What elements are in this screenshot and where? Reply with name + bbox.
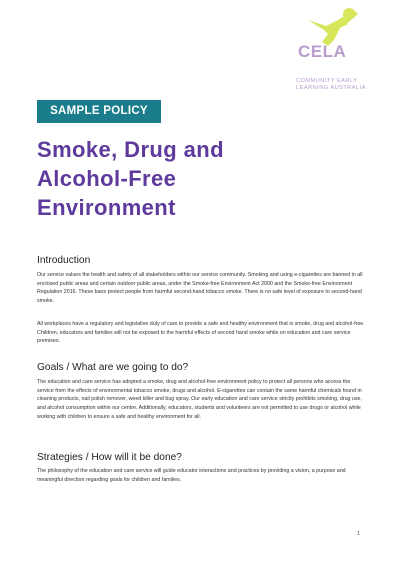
logo-wordmark: CELA: [298, 42, 347, 61]
strategies-paragraph: The philosophy of the education and care service will guide educator interactions and practices by providing a vision, a purpose and meaningful direction regarding goals for children and families.: [37, 468, 346, 483]
cela-logo: [296, 6, 380, 104]
logo-tagline: COMMUNITY EARLY LEARNING AUSTRALIA: [296, 78, 366, 91]
intro-paragraph-1: Our service values the health and safety of all stakeholders within our service community. Smoking and using e-cigarettes are banned in all enclosed public areas and certain outdoor public areas, under the Smoke-free Environment Act 2000 and the Smoke-free Environment Regulation 2016. These bans protect people from harmful second-hand tobacco smoke. There is no safe level of exposure to second-hand smoke.: [37, 272, 363, 305]
section-heading-introduction: Introduction: [37, 255, 91, 266]
goals-paragraph: The education and care service has adopted a smoke, drug and alcohol-free environment policy to protect all persons who access the service from the effects of environmental tobacco smoke, drugs and alcohol. E-cigarettes can contain the same harmful chemicals found in cleaning products, nail polish remover, weed killer and bug spray. Our early education and care service strictly prohibits smoking, drug use, and alcohol consumption within our centre. Additionally, educators, students and volunteers are not permitted to use drugs or alcohol while working with children to ensure a safe and healthy environment for all.: [37, 379, 362, 420]
page-number: 1: [357, 531, 361, 537]
section-heading-goals: Goals / What are we going to do?: [37, 362, 189, 373]
section-heading-strategies: Strategies / How will it be done?: [37, 452, 182, 463]
intro-paragraph-2: All workplaces have a regulatory and legislative duty of care to provide a safe and healthy environment that is smoke, drug and alcohol-free. Children, educators and families will not be exposed to the harmful effects of second hand smoke while on education and care service premises.: [37, 321, 365, 345]
child-figure-icon: [304, 6, 366, 46]
page-title: Smoke, Drug and Alcohol-Free Environment: [37, 137, 224, 220]
sample-policy-badge: SAMPLE POLICY: [37, 100, 161, 123]
